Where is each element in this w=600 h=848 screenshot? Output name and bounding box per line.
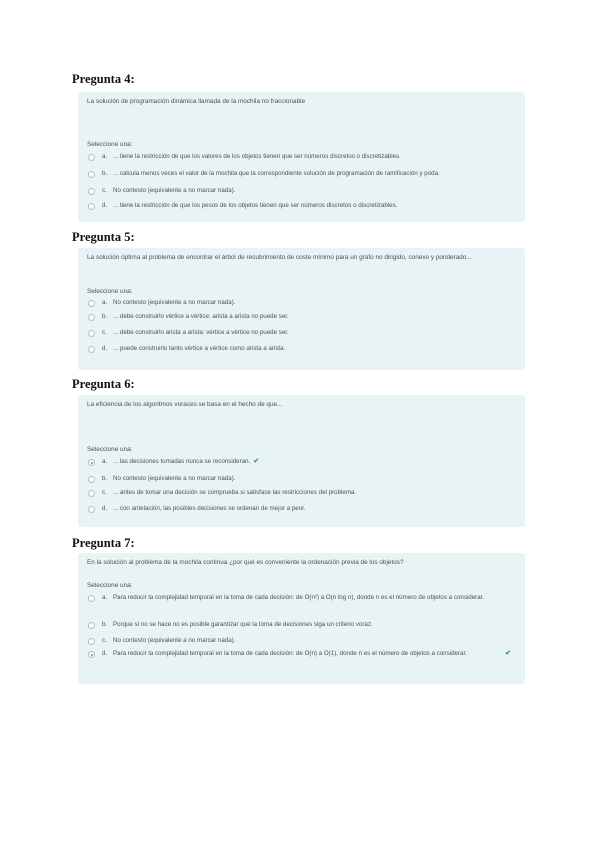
question-box [78,395,525,527]
option-c[interactable] [88,637,511,647]
option-text: ... debe construirlo vértice a vértice: arista a arista no puede ser. [113,313,289,320]
option-d[interactable] [88,650,511,670]
question-box [78,92,525,222]
question-title: Pregunta 4: [72,72,135,86]
question-text: La eficiencia de los algoritmos voraces se basa en el hecho de que... [87,401,283,408]
radio-button[interactable] [88,622,95,629]
option-text: ... puede construirlo tanto vértice a vértice como arista a arista. [113,345,286,352]
option-c[interactable] [88,187,511,197]
option-b[interactable] [88,170,511,180]
radio-button[interactable] [88,154,95,161]
option-text: ... tiene la restricción de que los pesos de los objetos tienen que ser números discretos o discretizables. [113,202,398,209]
radio-button[interactable] [88,490,95,497]
question-title: Pregunta 5: [72,230,135,244]
option-text-wrap [113,458,511,466]
option-text: No contesto (equivalente a no marcar nada). [113,637,236,644]
radio-button[interactable] [88,300,95,307]
option-text: No contesto (equivalente a no marcar nada). [113,187,236,194]
option-letter: b. [102,621,108,628]
option-letter: b. [102,313,108,320]
radio-button[interactable] [88,203,95,210]
option-a[interactable] [88,458,511,468]
radio-button[interactable] [88,506,95,513]
radio-button[interactable] [88,346,95,353]
option-text: ... debe construirlo arista a arista: vértice a vértice no puede ser. [113,329,289,336]
option-text: Porque si no se hace no es posible garantizar que la toma de decisiones siga un criterio voraz. [113,621,373,628]
option-text: Para reducir la complejidad temporal en la toma de cada decisión: de O(n²) a O(n log n), donde n es el número de objetos a considerar. [113,594,485,601]
option-b[interactable] [88,621,511,631]
option-letter: d. [102,505,108,512]
select-label: Seleccione una: [87,446,133,453]
radio-button[interactable] [88,188,95,195]
option-a[interactable] [88,299,511,309]
select-label: Seleccione una: [87,582,133,589]
option-letter: c. [102,187,107,194]
option-a[interactable] [88,594,511,614]
question-title: Pregunta 6: [72,377,135,391]
radio-button[interactable] [88,314,95,321]
option-text: ... tiene la restricción de que los valores de los objetos tienen que ser números discretos o discretizables. [113,153,401,160]
option-text: ... antes de tomar una decisión se comprueba si satisface las restricciones del problema. [113,489,357,496]
radio-button-selected[interactable] [88,651,95,658]
option-d[interactable] [88,202,511,212]
option-b[interactable] [88,313,511,323]
option-letter: d. [102,650,108,657]
option-letter: b. [102,475,108,482]
option-letter: b. [102,170,108,177]
option-c[interactable] [88,329,511,339]
option-a[interactable] [88,153,511,163]
option-letter: a. [102,594,108,601]
option-text: ... con antelación, las posibles decisiones se ordenan de mejor a peor. [113,505,306,512]
radio-button[interactable] [88,595,95,602]
question-box [78,248,525,370]
option-text: ... calcula menos veces el valor de la mochila que la correspondiente solución de programación de ramificación y poda. [113,170,440,177]
question-text: La solución óptima al problema de encontrar el árbol de recubrimiento de coste mínimo para un grafo no dirigido, conexo y ponderado... [87,254,472,261]
question-box [78,553,525,684]
option-letter: a. [102,299,108,306]
question-text: La solución de programación dinámica llamada de la mochila no fraccionable [87,98,306,105]
radio-button[interactable] [88,330,95,337]
option-letter: c. [102,329,107,336]
radio-button-selected[interactable] [88,459,95,466]
radio-button[interactable] [88,638,95,645]
check-icon: ✔ [505,650,511,657]
question-title: Pregunta 7: [72,536,135,550]
option-text: ... las decisiones tomadas nunca se reconsideran. [113,458,251,465]
option-b[interactable] [88,475,511,485]
option-letter: c. [102,637,107,644]
option-letter: d. [102,345,108,352]
option-text: Para reducir la complejidad temporal en la toma de cada decisión: de O(n) a O(1), donde n es el número de objetos a considerar. [113,650,467,657]
option-letter: d. [102,202,108,209]
option-d[interactable] [88,345,511,355]
option-c[interactable] [88,489,511,499]
option-letter: a. [102,458,108,465]
select-label: Seleccione una: [87,141,133,148]
option-text: No contesto (equivalente a no marcar nada). [113,475,236,482]
option-letter: a. [102,153,108,160]
select-label: Seleccione una: [87,288,133,295]
radio-button[interactable] [88,171,95,178]
option-d[interactable] [88,505,511,515]
option-letter: c. [102,489,107,496]
option-text: No contesto (equivalente a no marcar nada). [113,299,236,306]
check-icon: ✔ [253,458,260,465]
radio-button[interactable] [88,476,95,483]
question-text: En la solución al problema de la mochila continua ¿por qué es conveniente la ordenación previa de los objetos? [87,559,404,566]
